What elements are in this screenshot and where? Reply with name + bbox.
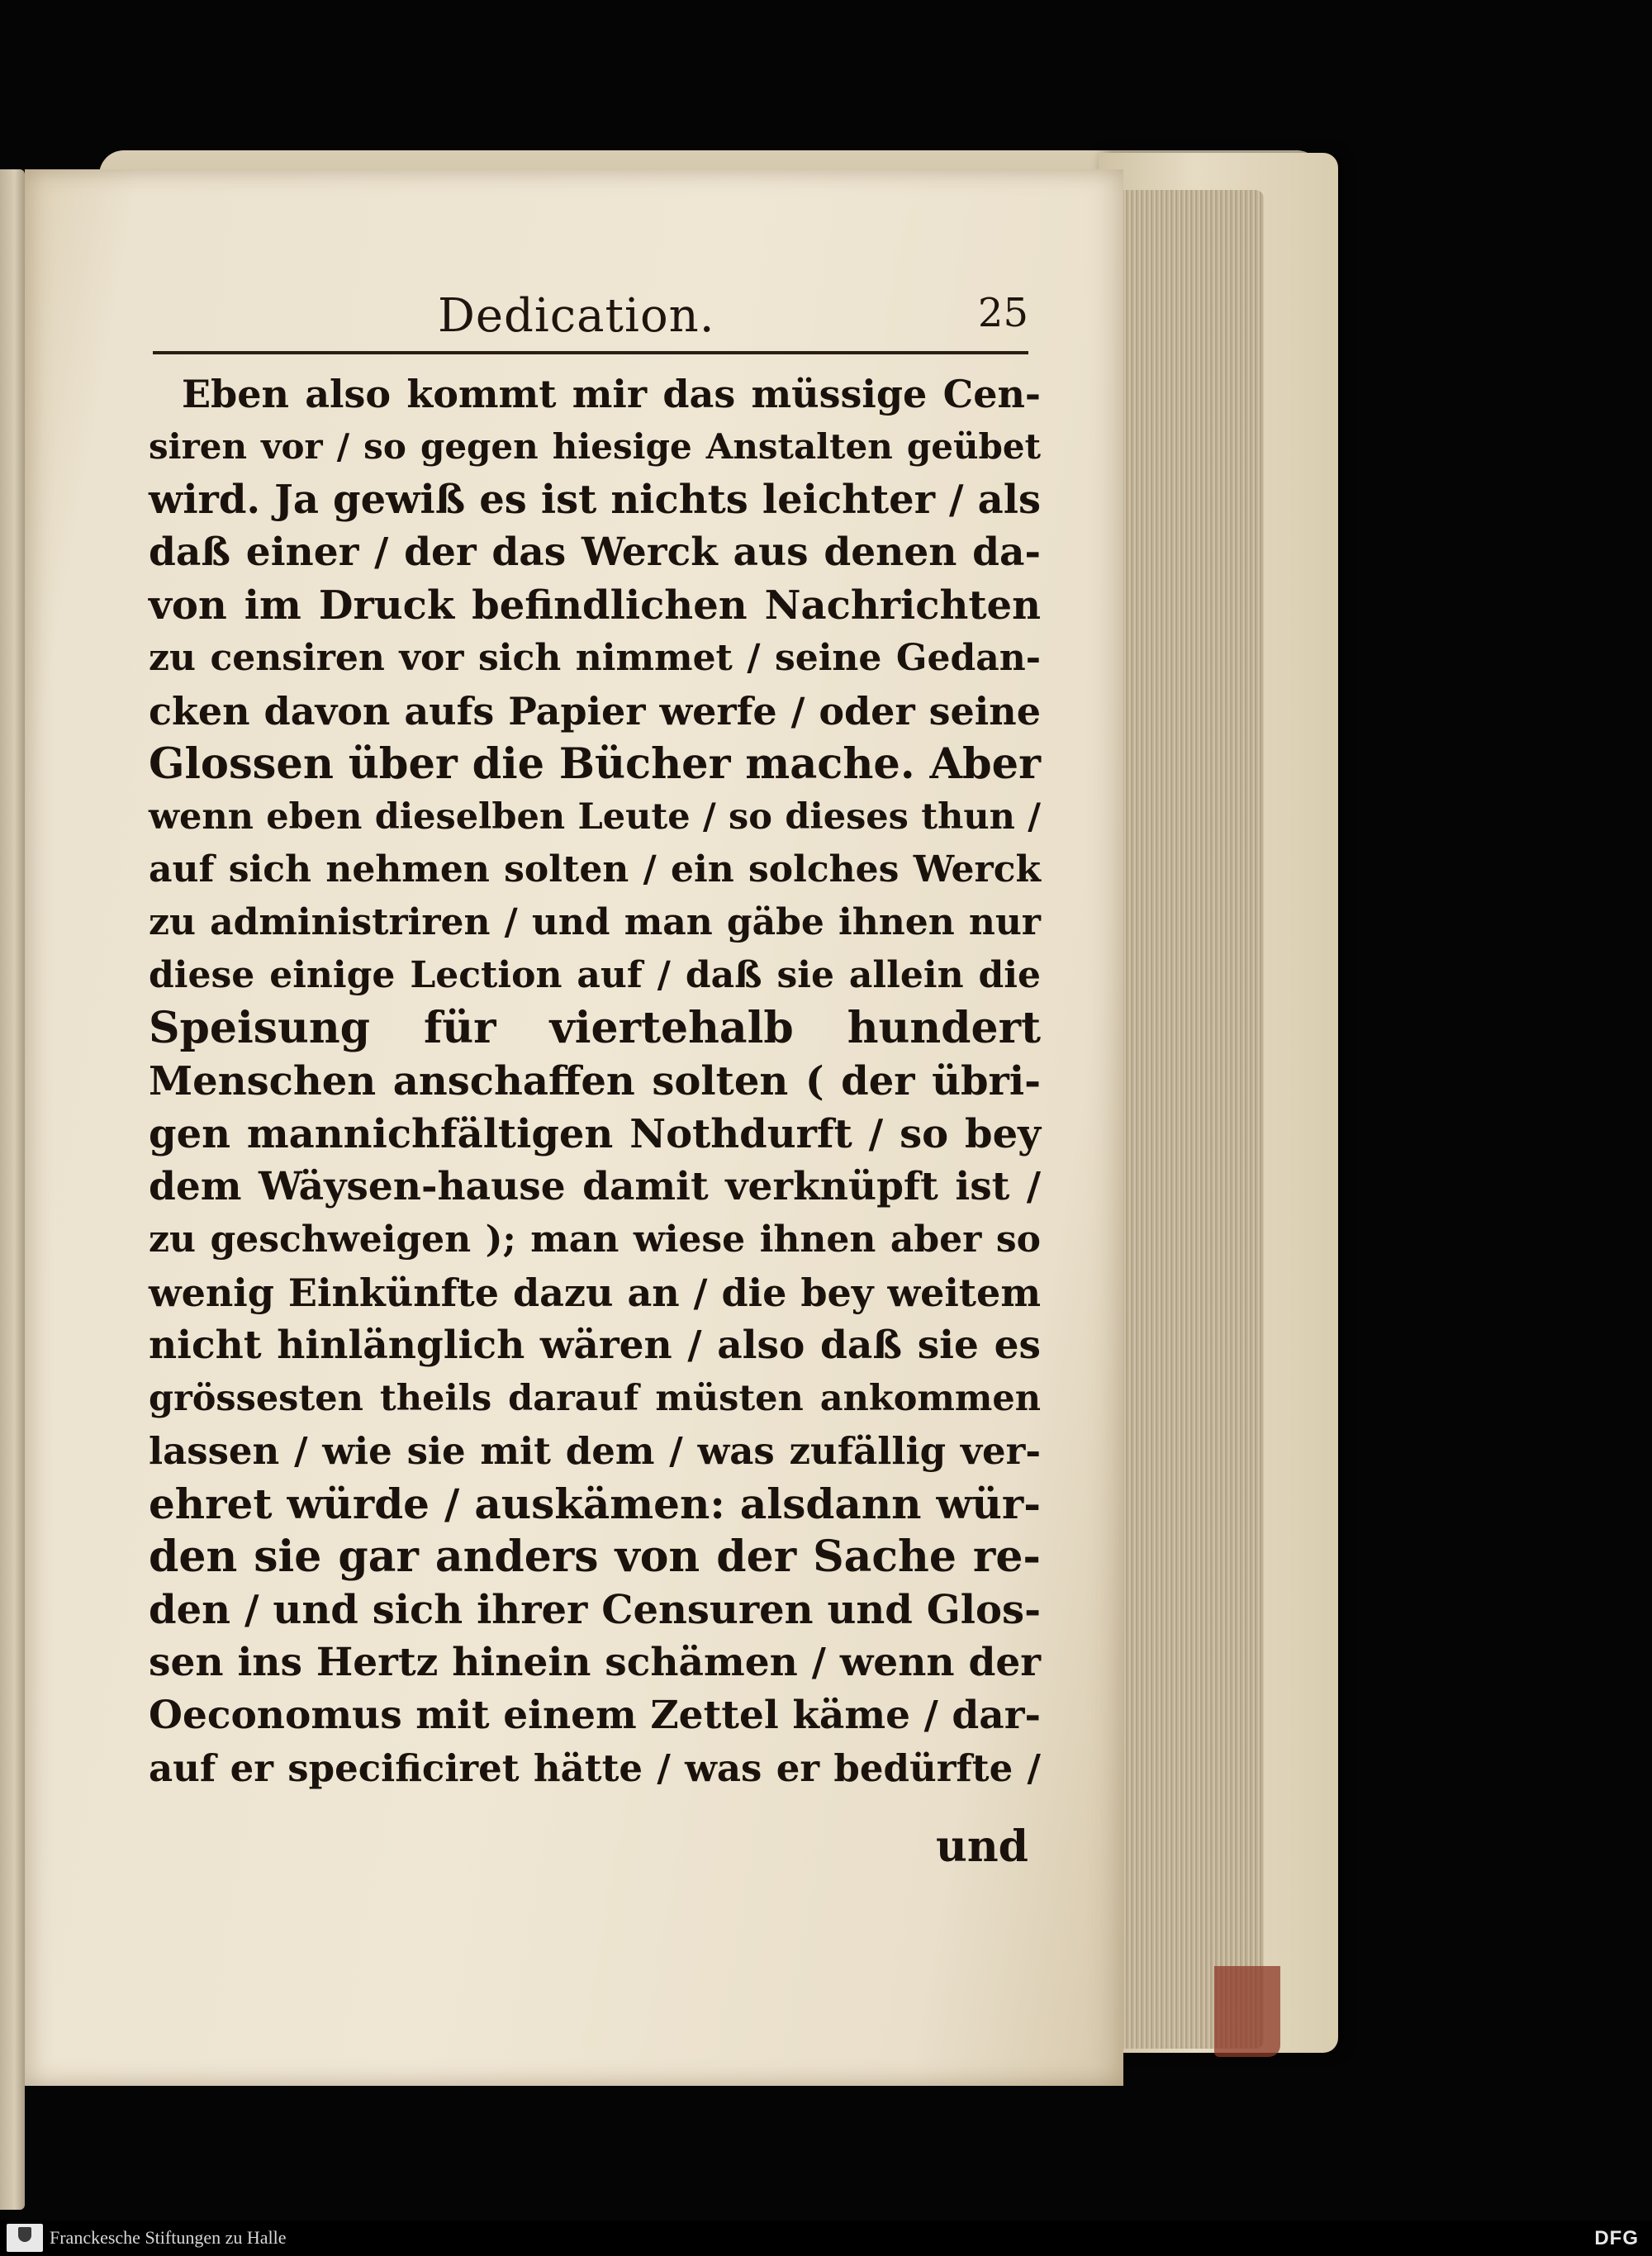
page-edges: [1099, 190, 1264, 2049]
red-edge-stain: [1214, 1966, 1280, 2057]
text-line: Oeconomus mit einem Zettel käme / dar-: [149, 1693, 1041, 1738]
text-line: dem Wäysen-hause damit verknüpft ist /: [149, 1164, 1041, 1209]
catchword: und: [936, 1821, 1028, 1872]
text-line: grössesten theils darauf müsten ankommen: [149, 1378, 1041, 1419]
text-line: den / und sich ihrer Censuren und Glos-: [149, 1587, 1041, 1633]
text-line: zu administriren / und man gäbe ihnen nur: [149, 901, 1041, 943]
page-text: [149, 368, 1041, 1795]
text-line: wenn eben dieselben Leute / so dieses thun /: [149, 796, 1041, 838]
page-number: 25: [977, 290, 1028, 336]
running-head: Dedication.: [438, 289, 715, 343]
text-line: den sie gar anders von der Sache re-: [149, 1532, 1041, 1582]
text-line: wenig Einkünfte dazu an / die bey weitem: [149, 1270, 1041, 1315]
text-line: siren vor / so gegen hiesige Anstalten geübet: [149, 426, 1041, 467]
text-line: lassen / wie sie mit dem / was zufällig ver-: [149, 1429, 1041, 1473]
text-line: diese einige Lection auf / daß sie allein die: [149, 954, 1041, 996]
text-line: cken davon aufs Papier werfe / oder seine: [149, 689, 1041, 734]
text-line: Eben also kommt mir das müssige Cen-: [182, 372, 1041, 416]
text-line: auf sich nehmen solten / ein solches Werck: [149, 848, 1041, 891]
text-line: daß einer / der das Werck aus denen da-: [149, 530, 1041, 575]
text-line: Speisung für viertehalb hundert: [149, 1003, 1041, 1053]
text-line: von im Druck befindlichen Nachrichten: [149, 582, 1041, 629]
text-line: zu censiren vor sich nimmet / seine Gedan-: [149, 637, 1041, 679]
left-page-sliver: [0, 169, 25, 2210]
text-line: gen mannichfältigen Nothdurft / so bey: [149, 1111, 1041, 1157]
text-line: auf er specificiret hätte / was er bedürfte /: [149, 1746, 1041, 1790]
page-header: [153, 285, 1028, 354]
viewer-footer: [0, 2220, 1652, 2256]
text-line: wird. Ja gewiß es ist nichts leichter / als: [149, 477, 1041, 523]
text-line: sen ins Hertz hinein schämen / wenn der: [149, 1640, 1041, 1685]
text-line: Menschen anschaffen solten ( der übri-: [149, 1058, 1041, 1104]
text-line: ehret würde / auskämen: alsdann wür-: [149, 1479, 1041, 1528]
institution-label: Franckesche Stiftungen zu Halle: [50, 2227, 287, 2248]
book-page: [25, 169, 1123, 2086]
text-line: Glossen über die Bücher mache. Aber: [149, 739, 1041, 789]
text-line: nicht hinlänglich wären / also daß sie es: [149, 1323, 1041, 1368]
dfg-logo: DFG: [1594, 2227, 1639, 2249]
institution-logo-icon: [7, 2224, 43, 2252]
text-line: zu geschweigen ); man wiese ihnen aber so: [149, 1218, 1041, 1261]
